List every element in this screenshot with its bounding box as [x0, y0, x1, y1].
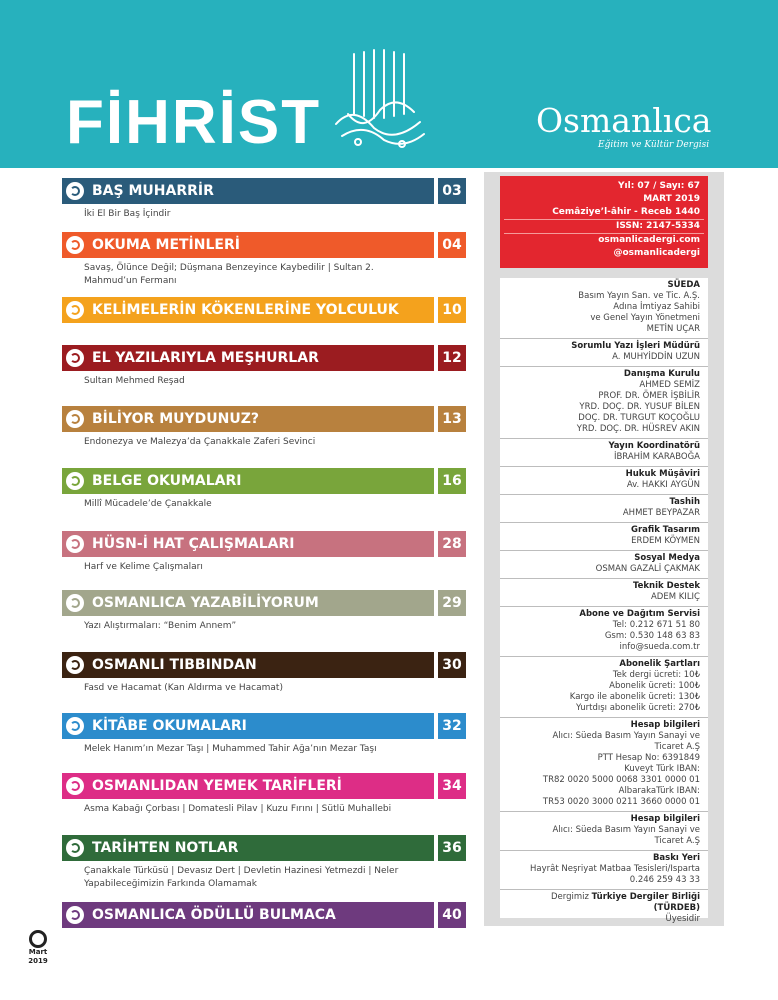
- toc-entry-subtitle: Sultan Mehmed Reşad: [84, 376, 185, 386]
- magazine-logo: [536, 101, 712, 140]
- membership-org: Türkiye Dergiler Birliği (TÜRDEB): [591, 892, 700, 913]
- toc-entry-title: KİTÂBE OKUMALARI: [92, 718, 247, 734]
- masthead-line: YRD. DOÇ. DR. YUSUF BİLEN: [579, 402, 700, 412]
- masthead-group: [500, 439, 708, 467]
- toc-entry[interactable]: [62, 345, 466, 371]
- toc-entry-subtitle: İki El Bir Baş İçindir: [84, 209, 171, 219]
- masthead-group: [500, 718, 708, 812]
- toc-entry-bar: [62, 713, 434, 739]
- masthead-line: Ticaret A.Ş: [654, 742, 700, 752]
- masthead-line: Av. HAKKI AYGÜN: [626, 480, 700, 490]
- toc-entry-title: OSMANLICA YAZABİLİYORUM: [92, 595, 319, 611]
- masthead-group: [500, 278, 708, 339]
- toc-entry-page: 10: [438, 297, 466, 323]
- masthead-heading: Sorumlu Yazı İşleri Müdürü: [571, 341, 700, 351]
- masthead-group: [500, 495, 708, 523]
- masthead-line: ERDEM KÖYMEN: [631, 536, 700, 546]
- masthead-group: [500, 812, 708, 851]
- masthead-heading: Grafik Tasarım: [630, 525, 700, 535]
- toc-entry[interactable]: [62, 468, 466, 494]
- toc-entry-title: OSMANLI TIBBINDAN: [92, 657, 257, 673]
- membership-post: Üyesidir: [665, 914, 700, 924]
- social-handle[interactable]: @osmanlicadergi: [613, 248, 700, 258]
- osmanlica-logo-icon: [66, 717, 84, 735]
- masthead-line: Yurtdışı abonelik ücreti: 270₺: [576, 703, 700, 713]
- header-banner: [0, 0, 778, 168]
- logo-tagline: Eğitim ve Kültür Dergisi: [598, 140, 710, 150]
- toc-entry-bar: [62, 232, 434, 258]
- toc-entry-title: OSMANLICA ÖDÜLLÜ BULMACA: [92, 907, 336, 923]
- masthead-line: A. MUHYİDDİN UZUN: [612, 352, 700, 362]
- osmanlica-logo-icon: [66, 410, 84, 428]
- osmanlica-logo-icon: [66, 839, 84, 857]
- toc-entry-page: 16: [438, 468, 466, 494]
- masthead-heading: Abonelik Şartları: [619, 659, 700, 669]
- masthead-line: Ticaret A.Ş: [654, 836, 700, 846]
- toc-entry-bar: [62, 345, 434, 371]
- masthead-credits: [500, 278, 708, 924]
- osmanlica-logo-icon: [66, 906, 84, 924]
- toc-entry-title: TARİHTEN NOTLAR: [92, 840, 239, 856]
- masthead-group: [500, 467, 708, 495]
- osmanlica-logo-icon: [66, 349, 84, 367]
- masthead-line: TR53 0020 3000 0211 3660 0000 01: [542, 797, 700, 807]
- osmanlica-logo-icon: [66, 535, 84, 553]
- toc-entry-page: 34: [438, 773, 466, 799]
- issue-number: Yıl: 07 / Sayı: 67: [618, 181, 700, 191]
- masthead-line: TR82 0020 5000 0068 3301 0000 01: [542, 775, 700, 785]
- masthead-heading: Yayın Koordinatörü: [608, 441, 700, 451]
- toc-entry-bar: [62, 590, 434, 616]
- osmanlica-logo-icon: [66, 594, 84, 612]
- toc-entry-subtitle: Millî Mücadele’de Çanakkale: [84, 499, 212, 509]
- masthead-line: YRD. DOÇ. DR. HÜSREV AKIN: [576, 424, 700, 434]
- masthead-group: [500, 523, 708, 551]
- membership-pre: Dergimiz: [550, 892, 589, 902]
- toc-entry[interactable]: [62, 531, 466, 557]
- toc-entry-bar: [62, 773, 434, 799]
- masthead-line: PTT Hesap No: 6391849: [597, 753, 700, 763]
- toc-entry-title: KELİMELERİN KÖKENLERİNE YOLCULUK: [92, 302, 399, 318]
- toc-entry-page: 28: [438, 531, 466, 557]
- toc-entry-bar: [62, 468, 434, 494]
- toc-entry-bar: [62, 652, 434, 678]
- masthead-line: info@sueda.com.tr: [619, 642, 700, 652]
- toc-entry-bar: [62, 406, 434, 432]
- masthead-line: 0.246 259 43 33: [629, 875, 700, 885]
- page-title: FİHRİST: [66, 88, 322, 157]
- masthead-heading: Abone ve Dağıtım Servisi: [579, 609, 700, 619]
- toc-entry[interactable]: [62, 773, 466, 799]
- footer-month: Mart: [28, 948, 48, 956]
- masthead-heading: Baskı Yeri: [652, 853, 700, 863]
- toc-entry[interactable]: [62, 590, 466, 616]
- toc-entry-subtitle: Yazı Alıştırmaları: “Benim Annem”: [84, 621, 237, 631]
- toc-entry[interactable]: [62, 713, 466, 739]
- toc-entry-page: 04: [438, 232, 466, 258]
- toc-entry-subtitle: Çanakkale Türküsü | Devasız Dert | Devletin Hazinesi Yetmezdi | Neler Yapabileceğimizin Farkında Olamamak: [84, 866, 399, 889]
- masthead-heading: Hukuk Müşâviri: [625, 469, 700, 479]
- masthead-heading: Hesap bilgileri: [630, 814, 700, 824]
- masthead-line: AlbarakaTürk IBAN:: [618, 786, 700, 796]
- masthead-line: İBRAHİM KARABOĞA: [613, 452, 700, 462]
- osmanlica-logo-icon: [66, 472, 84, 490]
- masthead-heading: Sosyal Medya: [634, 553, 700, 563]
- osmanlica-logo-icon: [66, 656, 84, 674]
- toc-entry-bar: [62, 835, 434, 861]
- toc-entry-title: BAŞ MUHARRİR: [92, 183, 214, 199]
- footer-issue-mark: [28, 930, 48, 966]
- toc-entry-bar: [62, 297, 434, 323]
- masthead-line: AHMED SEMİZ: [639, 380, 700, 390]
- toc-entry-title: HÜSN-İ HAT ÇALIŞMALARI: [92, 536, 295, 552]
- masthead-line: DOÇ. DR. TURGUT KOÇOĞLU: [578, 413, 700, 423]
- osmanlica-logo-icon: [66, 777, 84, 795]
- website-link[interactable]: osmanlicadergi.com: [598, 235, 700, 245]
- footer-logo-icon: [29, 930, 47, 948]
- masthead-group: [500, 657, 708, 718]
- masthead-group: [500, 551, 708, 579]
- toc-entry-page: 03: [438, 178, 466, 204]
- toc-entry-title: BİLİYOR MUYDUNUZ?: [92, 411, 259, 427]
- osmanlica-logo-icon: [66, 182, 84, 200]
- toc-entry-page: 30: [438, 652, 466, 678]
- masthead-line: Abonelik ücreti: 100₺: [609, 681, 700, 691]
- toc-entry-subtitle: Fasd ve Hacamat (Kan Aldırma ve Hacamat): [84, 683, 283, 693]
- osmanlica-logo-icon: [66, 301, 84, 319]
- toc-entry-page: 12: [438, 345, 466, 371]
- masthead-heading: Tashih: [669, 497, 700, 507]
- masthead-line: Alıcı: Süeda Basım Yayın Sanayi ve: [552, 825, 700, 835]
- logo-text: Osmanlıca: [536, 101, 712, 140]
- toc-entry[interactable]: [62, 232, 466, 258]
- toc-entry[interactable]: [62, 902, 466, 928]
- toc-entry[interactable]: [62, 835, 466, 861]
- issue-date: MART 2019: [643, 194, 700, 204]
- osmanlica-logo-icon: [66, 236, 84, 254]
- masthead-line: Kargo ile abonelik ücreti: 130₺: [569, 692, 700, 702]
- toc-entry-page: 29: [438, 590, 466, 616]
- masthead-line: ADEM KILIÇ: [650, 592, 700, 602]
- masthead-line: Alıcı: Süeda Basım Yayın Sanayi ve: [552, 731, 700, 741]
- masthead-line: OSMAN GAZALİ ÇAKMAK: [595, 564, 700, 574]
- toc-entry-subtitle: Asma Kabağı Çorbası | Domatesli Pilav | Kuzu Fırını | Sütlü Muhallebi: [84, 804, 392, 814]
- toc-entry-subtitle: Endonezya ve Malezya’da Çanakkale Zaferi Sevinci: [84, 437, 316, 447]
- issue-info-box: [500, 176, 708, 268]
- toc-entry-title: BELGE OKUMALARI: [92, 473, 242, 489]
- masthead-line: PROF. DR. ÖMER İŞBİLİR: [598, 391, 700, 401]
- toc-entry-title: OSMANLIDAN YEMEK TARİFLERİ: [92, 778, 342, 794]
- masthead-line: AHMET BEYPAZAR: [622, 508, 700, 518]
- toc-entry-subtitle: Harf ve Kelime Çalışmaları: [84, 562, 203, 572]
- masthead-line: METİN UÇAR: [646, 324, 700, 334]
- masthead-line: Basım Yayın San. ve Tic. A.Ş.: [578, 291, 700, 301]
- masthead-group: [500, 579, 708, 607]
- toc-entry-bar: [62, 902, 434, 928]
- masthead-line: Tek dergi ücreti: 10₺: [612, 670, 700, 680]
- toc-entry[interactable]: [62, 652, 466, 678]
- masthead-heading: SÜEDA: [667, 280, 700, 290]
- masthead-line: Adına İmtiyaz Sahibi: [613, 302, 700, 312]
- toc-entry-title: EL YAZILARIYLA MEŞHURLAR: [92, 350, 319, 366]
- masthead-group: [500, 851, 708, 890]
- masthead-line: Kuveyt Türk IBAN:: [624, 764, 700, 774]
- toc-entry-subtitle: Melek Hanım’ın Mezar Taşı | Muhammed Tahir Ağa’nın Mezar Taşı: [84, 744, 377, 754]
- footer-year: 2019: [28, 957, 48, 965]
- toc-entry[interactable]: [62, 297, 466, 323]
- masthead-line: Gsm: 0.530 148 63 83: [604, 631, 700, 641]
- toc-entry-page: 36: [438, 835, 466, 861]
- basmala-calligraphy-icon: [324, 44, 434, 154]
- toc-entry[interactable]: [62, 178, 466, 204]
- issue-hijri-date: Cemâziye’l-âhir - Receb 1440: [552, 207, 700, 217]
- toc-entry-title: OKUMA METİNLERİ: [92, 237, 240, 253]
- toc-entry-page: 40: [438, 902, 466, 928]
- masthead-heading: Teknik Destek: [632, 581, 700, 591]
- toc-entry[interactable]: [62, 406, 466, 432]
- toc-entry-page: 32: [438, 713, 466, 739]
- masthead-line: ve Genel Yayın Yönetmeni: [590, 313, 700, 323]
- toc-entry-bar: [62, 531, 434, 557]
- masthead-group: [500, 339, 708, 367]
- masthead-group: [500, 607, 708, 657]
- masthead-line: Hayrât Neşriyat Matbaa Tesisleri/Isparta: [530, 864, 700, 874]
- masthead-heading: Hesap bilgileri: [630, 720, 700, 730]
- toc-entry-subtitle: Savaş, Ölünce Değil; Düşmana Benzeyince Kaybedilir | Sultan 2. Mahmud’un Fermanı: [84, 263, 374, 286]
- masthead-heading: Danışma Kurulu: [623, 369, 700, 379]
- masthead-line: Tel: 0.212 671 51 80: [612, 620, 700, 630]
- masthead-group: [500, 367, 708, 439]
- issn: ISSN: 2147-5334: [615, 221, 700, 231]
- toc-entry-page: 13: [438, 406, 466, 432]
- toc-entry-bar: [62, 178, 434, 204]
- turdeb-membership: [500, 890, 708, 928]
